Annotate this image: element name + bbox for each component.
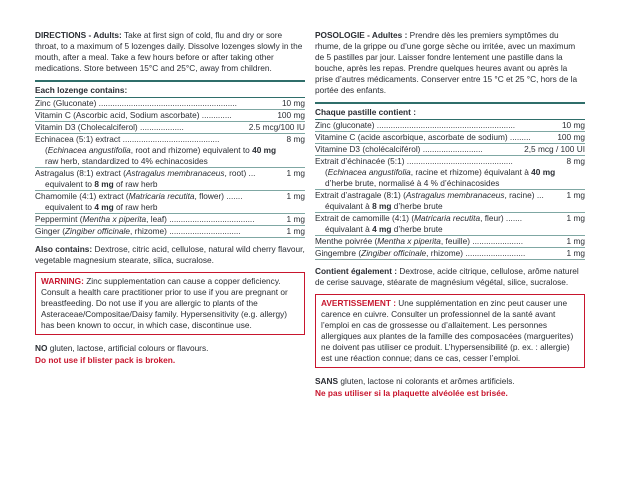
ingredient-name: Extrait d’échinacée (5:1): [315, 156, 405, 166]
ingredient-detail: d’herbe brute, normalisé à 4 % d’échinacosides: [325, 178, 500, 188]
directions-title: POSOLOGIE - Adultes :: [315, 30, 408, 40]
free-from-line: [315, 376, 585, 387]
leader-dots: ............................................................: [96, 98, 237, 108]
contains-title: Each lozenge contains:: [35, 85, 128, 95]
free-from-text: gluten, lactose ni colorants et arômes artificiels.: [340, 376, 515, 386]
leader-dots: ...............................: [166, 226, 241, 236]
ingredient-row-peppermint: Peppermint (Mentha x piperita, leaf) ..................................... 1 mg: [35, 214, 305, 224]
ingredient-qty: 1 mg: [286, 168, 305, 178]
leader-dots: ............................................................: [374, 120, 516, 130]
free-from-text: gluten, lactose, artificial colours or flavours.: [49, 343, 209, 353]
ingredient-name: Vitamine D3 (cholécalciférol): [315, 144, 421, 154]
french-column: [315, 30, 585, 399]
ingredient-row-zinc: [315, 120, 585, 132]
leader-dots: .......: [503, 213, 523, 223]
ingredient-name: Vitamin C (Ascorbic acid, Sodium ascorbate): [35, 110, 200, 120]
ingredient-name: Zinc (Gluconate): [35, 98, 97, 108]
directions-title: DIRECTIONS - Adults:: [35, 30, 122, 40]
ingredient-detail: (Echinacea angustifolia, root and rhizome) equivalent to 40 mg: [45, 145, 277, 155]
ingredient-row-peppermint: Menthe poivrée (Mentha x piperita, feuille) ...................... 1 mg: [315, 236, 585, 246]
leader-dots: ...: [246, 168, 256, 178]
warning-text: Une supplémentation en zinc peut causer une carence en cuivre. Consulter un professionnel de la santé avant l’emploi en cas de grossesse ou d’allaitement. Les personnes allergiques aux plantes de la famille des composacées (marguerites) ne doivent pas utiliser ce produit. L’hypersensibilité (p. ex. : allergie) est une réaction connue; dans ce cas, cesser l’emploi.: [321, 298, 574, 363]
ingredient-qty: 1 mg: [286, 191, 305, 201]
ingredient-name: Vitamin D3 (Cholecalciferol): [35, 122, 138, 132]
directions-text: Prendre dès les premiers symptômes du rhume, de la grippe ou d’une gorge sèche ou irritée, avec un maximum de 5 pastilles par jour. Laisser fondre lentement une pastille dans la bouche, après les repas. Prendre quelques heures avant ou après la prise d’autres médicaments. Conserver entre 15 °C et 25 °C, hors de la portée des enfants.: [315, 30, 578, 95]
ingredient-qty: 1 mg: [286, 226, 305, 236]
ingredient-qty: 8 mg: [286, 134, 305, 144]
ingredient-qty: 8 mg: [566, 156, 585, 166]
ingredient-qty: 1 mg: [566, 190, 585, 200]
ingredient-detail: equivalent to 4 mg of raw herb: [45, 202, 158, 212]
free-from-title: SANS: [315, 376, 339, 386]
ingredient-row-chamomile: Extrait de camomille (4:1) (Matricaria recutita, fleur) ....... 1 mg équivalant à 4 mg d’herbe brute: [315, 213, 585, 234]
also-contains-paragraph: [315, 266, 585, 288]
directions-text: Take at first sign of cold, flu and dry or sore throat, to a maximum of 5 lozenges daily. Dissolve lozenges slowly in the mouth, after a meal. Take a few hours before or after taking other medications. Store between 15°C and 25°C, away from children.: [35, 30, 303, 73]
leader-dots: .............: [199, 110, 232, 120]
ingredient-qty: 1 mg: [286, 214, 305, 224]
free-from-line: [35, 343, 305, 354]
also-contains-paragraph: [35, 244, 305, 266]
ingredient-qty: 2.5 mcg/100 IU: [248, 122, 305, 132]
leader-dots: .....................................: [166, 214, 255, 224]
warning-title: AVERTISSEMENT :: [321, 298, 396, 308]
leader-dots: .........: [507, 132, 531, 142]
ingredient-detail: équivalant à 4 mg d’herbe brute: [325, 224, 443, 234]
ingredient-name: Echinacea (5:1) extract: [35, 134, 121, 144]
ingredient-qty: 10 mg: [561, 120, 585, 130]
ingredient-row-ginger: Ginger (Zingiber officinale, rhizome) ............................... 1 mg: [35, 226, 305, 236]
also-contains-title: Also contains:: [35, 244, 93, 254]
also-contains-text: Dextrose, acide citrique, cellulose, arôme naturel de cerise sauvage, stéarate de magnésium végétal, silice, sucralose.: [315, 266, 579, 287]
contains-title: Chaque pastille contient :: [315, 107, 416, 117]
ingredient-qty: 100 mg: [557, 132, 585, 142]
warning-text: Zinc supplementation can cause a copper deficiency. Consult a health care practitioner prior to use if you are pregnant or breastfeeding. Do not use if you are allergic to plants of the Asteraceae/Compositae/Daisy family. Hypersensitivity (e.g. allergy) has been known to occur, in which case, discontinue use.: [41, 276, 288, 330]
ingredient-detail: équivalant à 8 mg d’herbe brute: [325, 201, 443, 211]
ingredient-row-astragalus: Astragalus (8:1) extract (Astragalus membranaceus, root) ... 1 mg equivalent to 8 mg of raw herb: [35, 168, 305, 189]
directions-paragraph: [35, 30, 305, 74]
also-contains-text: Dextrose, citric acid, cellulose, natural wild cherry flavour, vegetable magnesium stearate, silica, sucralose.: [35, 244, 305, 265]
ingredient-detail: equivalent to 8 mg of raw herb: [45, 179, 158, 189]
ingredient-row-vitamin-d3: [35, 122, 305, 134]
warning-box: [315, 294, 585, 368]
ingredient-qty: 1 mg: [566, 248, 585, 258]
section-rule: [315, 102, 585, 104]
ingredient-detail: raw herb, standardized to 4% echinacosides: [45, 156, 208, 166]
ingredient-row-vitamin-d3: [315, 144, 585, 156]
ingredient-qty: 1 mg: [566, 236, 585, 246]
leader-dots: ......................: [469, 236, 524, 246]
blister-warning: Ne pas utiliser si la plaquette alvéolée est brisée.: [315, 388, 508, 398]
free-from-title: NO: [35, 343, 48, 353]
ingredient-row-echinacea: [35, 134, 305, 168]
ingredient-row-echinacea: [315, 156, 585, 190]
ingredient-qty: 10 mg: [281, 98, 305, 108]
ingredient-detail: (Echinacea angustifolia, racine et rhizome) équivalant à 40 mg: [325, 167, 556, 177]
leader-dots: ..........................: [463, 248, 526, 258]
ingredient-row-vitamin-c: [315, 132, 585, 144]
leader-dots: ...................: [137, 122, 184, 132]
leader-dots: ..........................: [420, 144, 483, 154]
leader-dots: ...: [534, 190, 544, 200]
leader-dots: ..........................................: [120, 134, 220, 144]
ingredient-row-astragalus: Extrait d’astragale (8:1) (Astragalus membranaceus, racine) ... 1 mg équivalant à 8 mg d’herbe brute: [315, 190, 585, 211]
ingredient-name: Vitamine C (acide ascorbique, ascorbate de sodium): [315, 132, 508, 142]
english-column: [35, 30, 305, 366]
section-rule: [35, 80, 305, 82]
ingredient-row-ginger: Gingembre (Zingiber officinale, rhizome) .......................... 1 mg: [315, 248, 585, 258]
blister-warning: Do not use if blister pack is broken.: [35, 355, 176, 365]
ingredient-qty: 2,5 mcg / 100 UI: [524, 144, 585, 154]
also-contains-title: Contient également :: [315, 266, 398, 276]
ingredient-name: Zinc (gluconate): [315, 120, 375, 130]
ingredient-row-zinc: [35, 98, 305, 110]
leader-dots: .......: [224, 191, 243, 201]
directions-paragraph: [315, 30, 585, 96]
warning-box: [35, 272, 305, 335]
ingredient-row-vitamin-c: [35, 110, 305, 122]
ingredient-qty: 100 mg: [277, 110, 305, 120]
ingredient-row-chamomile: Chamomile (4:1) extract (Matricaria recutita, flower) ....... 1 mg equivalent to 4 mg of raw herb: [35, 191, 305, 212]
warning-title: WARNING:: [41, 276, 84, 286]
leader-dots: ..............................................: [404, 156, 513, 166]
ingredient-qty: 1 mg: [566, 213, 585, 223]
